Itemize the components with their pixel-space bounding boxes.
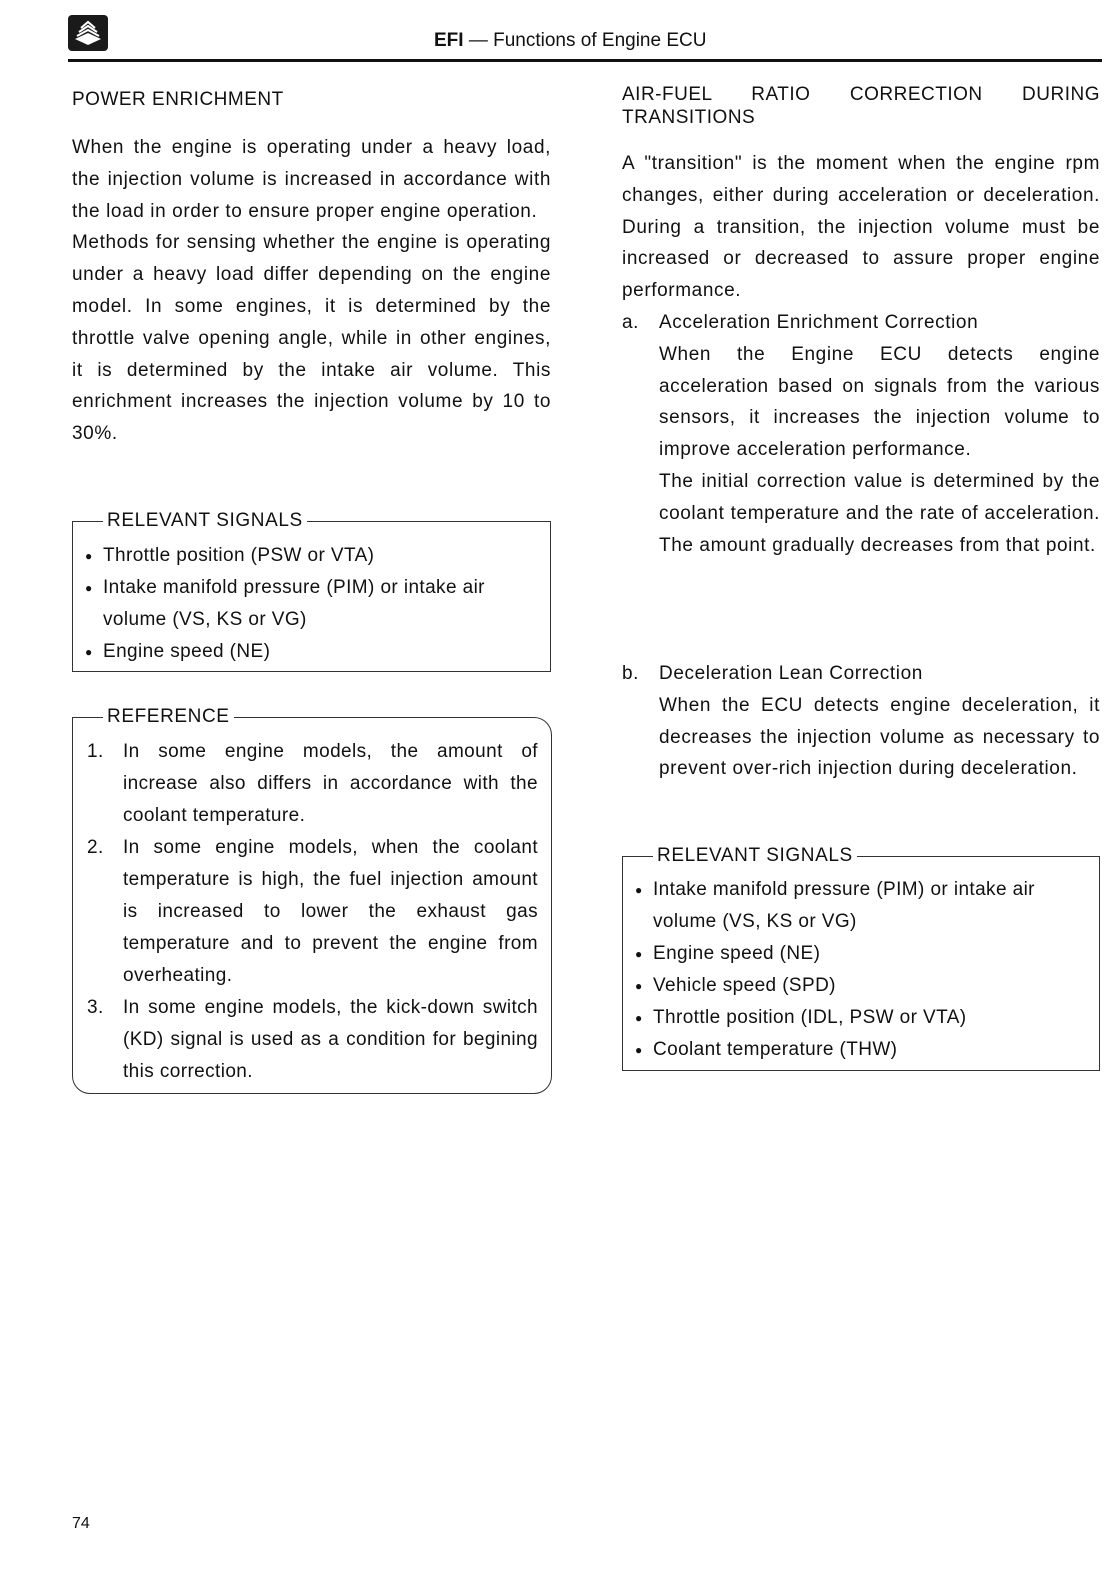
item-number: 3. xyxy=(87,997,104,1018)
item-text: In some engine models, the amount of increase also differs in accordance with the coolant temperature. xyxy=(123,741,538,826)
relevant-signals-box-left xyxy=(72,510,551,672)
item-body xyxy=(659,690,1100,785)
reference-box xyxy=(72,706,552,1094)
box-label: REFERENCE xyxy=(103,706,234,728)
section-heading-power-enrichment: POWER ENRICHMENT xyxy=(72,89,284,110)
item-title: Acceleration Enrichment Correction xyxy=(659,312,979,333)
list-item xyxy=(87,736,538,832)
item-number: 2. xyxy=(87,837,104,858)
paragraph: Methods for sensing whether the engine is operating under a heavy load differ depending on the engine model. In some engines, it is determined by the throttle valve opening angle, while in other engines, it is determined by the intake air volume. This enrichment increases the injection volume by 10 to 30%. xyxy=(72,232,551,445)
list-item: ● Coolant temperature (THW) xyxy=(635,1034,1089,1066)
section-heading-air-fuel xyxy=(622,83,1100,129)
list-item: ● Throttle position (IDL, PSW or VTA) xyxy=(635,1002,1089,1034)
item-text: In some engine models, the kick-down switch (KD) signal is used as a condition for begining this correction. xyxy=(123,997,538,1082)
paragraph: When the Engine ECU detects engine acceleration based on signals from the various sensors, it increases the injection volume to improve acceleration performance. xyxy=(659,343,1100,461)
item-text: In some engine models, when the coolant temperature is high, the fuel injection amount is increased to lower the exhaust gas temperature and to prevent the engine from overheating. xyxy=(123,837,538,986)
title-rest: — Functions of Engine ECU xyxy=(463,30,707,51)
heading-line: AIR-FUEL RATIO CORRECTION DURING xyxy=(622,84,1100,105)
paragraph: The initial correction value is determined by the coolant temperature and the rate of acceleration. The amount gradually decreases from that point. xyxy=(659,470,1100,556)
item-title: Deceleration Lean Correction xyxy=(659,663,923,684)
relevant-signals-box-right xyxy=(622,845,1100,1071)
transition-intro xyxy=(622,148,1100,307)
page-title xyxy=(434,30,706,52)
box-label: RELEVANT SIGNALS xyxy=(103,510,307,532)
list-item: ● Vehicle speed (SPD) xyxy=(635,970,1089,1002)
book-icon xyxy=(68,15,108,51)
list-item xyxy=(87,992,538,1088)
reference-list xyxy=(73,718,551,1088)
deceleration-lean-item xyxy=(622,658,1100,818)
list-item: ● Engine speed (NE) xyxy=(85,636,536,668)
paragraph: When the engine is operating under a heavy load, the injection volume is increased in accordance with the load in order to ensure proper engine operation. xyxy=(72,137,551,222)
box-label: RELEVANT SIGNALS xyxy=(653,845,857,867)
list-item: ● Engine speed (NE) xyxy=(635,938,1089,970)
paragraph: When the ECU detects engine deceleration, it decreases the injection volume as necessary to prevent over-rich injection during deceleration. xyxy=(659,694,1100,780)
power-enrichment-body xyxy=(72,132,551,450)
list-item: ● Intake manifold pressure (PIM) or intake air volume (VS, KS or VG) xyxy=(85,572,536,636)
title-bold: EFI xyxy=(434,30,464,51)
list-item xyxy=(87,832,538,992)
acceleration-enrichment-item xyxy=(622,307,1100,627)
list-item: ● Throttle position (PSW or VTA) xyxy=(85,540,536,572)
heading-line: TRANSITIONS xyxy=(622,107,756,128)
item-number: 1. xyxy=(87,741,104,762)
paragraph: A "transition" is the moment when the engine rpm changes, either during acceleration or deceleration. During a transition, the injection volume must be increased or decreased to assure proper engine performance. xyxy=(622,153,1100,302)
item-marker: b. xyxy=(622,663,640,684)
item-marker: a. xyxy=(622,312,640,333)
list-item: ● Intake manifold pressure (PIM) or intake air volume (VS, KS or VG) xyxy=(635,874,1089,938)
page-number: 74 xyxy=(72,1515,90,1532)
signal-list xyxy=(623,857,1099,1066)
signal-list xyxy=(73,522,550,668)
item-body xyxy=(659,339,1100,562)
header-divider xyxy=(68,59,1102,62)
